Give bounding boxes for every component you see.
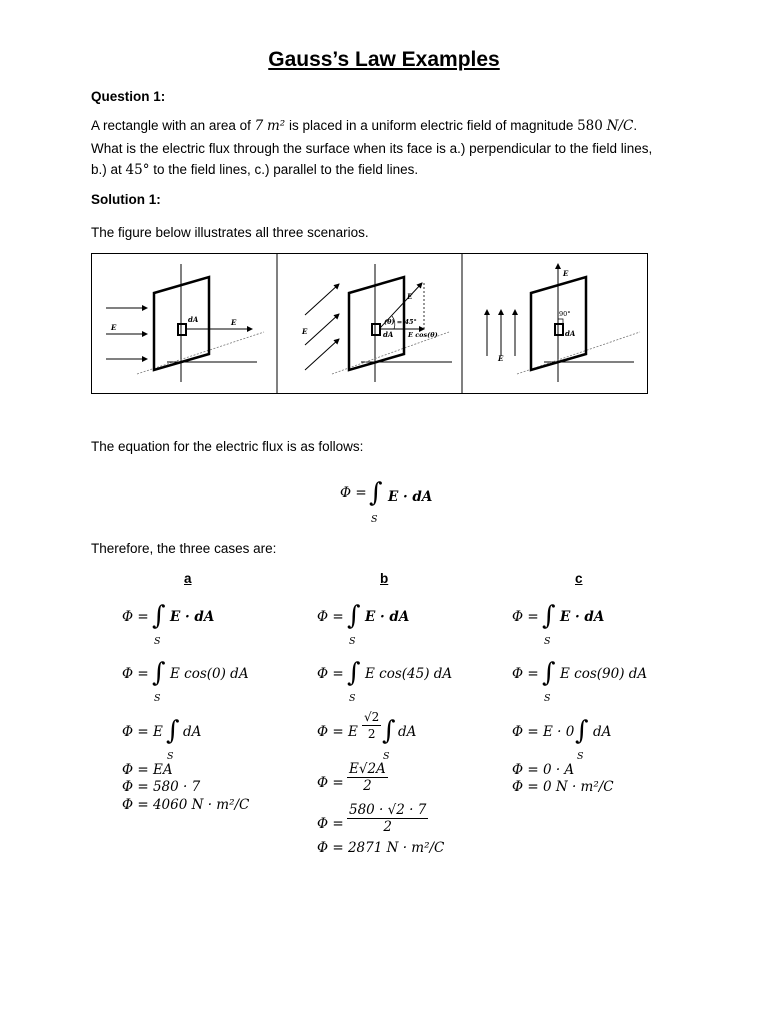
area-element [555, 324, 563, 335]
field-unit: N/C [606, 118, 634, 134]
case-c-line-3-post: dA [593, 724, 612, 740]
component-label: E cos(θ) [408, 331, 438, 339]
case-a-line-3-pre: Φ = E [122, 724, 163, 740]
integral-sign: ∫ [575, 716, 589, 746]
case-b-line-2: E cos(45) dA [365, 666, 453, 682]
panel-a [106, 264, 264, 382]
integral-sign: ∫ [347, 658, 361, 688]
case-b-heading: b [380, 571, 389, 586]
panel-c [487, 264, 640, 382]
field-label: E [111, 323, 117, 332]
surface-subscript: S [577, 751, 584, 762]
integral-sign: ∫ [347, 601, 361, 631]
cases-intro: Therefore, the three cases are: [91, 541, 277, 556]
case-a-line-2: E cos(0) dA [170, 666, 249, 682]
phi-lhs: Φ = [512, 609, 539, 625]
phi-lhs: Φ = [340, 485, 367, 501]
case-b-line-3-pre: Φ = E [317, 724, 358, 740]
area-value: 7 [254, 118, 264, 134]
case-b-line-5-lhs: Φ = [317, 816, 344, 832]
page-title: Gauss’s Law Examples [268, 48, 500, 71]
case-c-line-5: Φ = 0 N · m²/C [512, 779, 614, 795]
question-text [91, 115, 691, 182]
solution-heading: Solution 1: [91, 192, 161, 207]
case-a-line-5: Φ = 580 · 7 [122, 779, 201, 795]
field-label: E [498, 354, 504, 363]
case-a-line-3-post: dA [183, 724, 202, 740]
area-label: dA [383, 330, 394, 339]
flux-equation [340, 485, 367, 501]
question-line-1: A rectangle with an area of 7 m² is placed in a uniform electric field of magnitude 580 N/C. [91, 118, 638, 134]
case-b-line-1: E · dA [365, 609, 410, 625]
surface-subscript: S [167, 751, 174, 762]
angle-label: 90° [559, 310, 571, 318]
surface-subscript: S [349, 693, 356, 704]
integral-sign: ∫ [542, 601, 556, 631]
case-b-line-4-fraction: $\frac{E√2A}{2}$ [349, 761, 386, 794]
field-arrow [305, 314, 339, 345]
vector-label: E [231, 318, 237, 327]
case-c-line-3-pre: Φ = E · 0 [512, 724, 575, 740]
surface-subscript: S [154, 693, 161, 704]
surface-subscript: S [383, 751, 390, 762]
surface-subscript: S [154, 636, 161, 647]
case-c-heading: c [575, 571, 583, 586]
figure-intro: The figure below illustrates all three scenarios. [91, 225, 369, 240]
phi-lhs: Φ = [122, 666, 149, 682]
phi-lhs: Φ = [122, 609, 149, 625]
area-element [178, 324, 186, 335]
scenario-figure-svg [92, 254, 647, 393]
case-c-line-1: E · dA [560, 609, 605, 625]
integral-sign: ∫ [542, 658, 556, 688]
phi-lhs: Φ = [512, 666, 539, 682]
question-line-3: b.) at 45° to the field lines, c.) parallel to the field lines. [91, 162, 419, 178]
area-label: dA [188, 315, 199, 324]
angle-value: 45° [125, 162, 150, 178]
area-element [372, 324, 380, 335]
case-a-line-1: E · dA [170, 609, 215, 625]
case-a-line-6: Φ = 4060 N · m²/C [122, 797, 250, 813]
case-a-heading: a [184, 571, 192, 586]
panel-b [301, 264, 452, 382]
surface-subscript: S [544, 693, 551, 704]
integral-sign: ∫ [369, 478, 383, 508]
case-b-line-3-post: dA [398, 724, 417, 740]
field-label: E [302, 327, 308, 336]
area-label: dA [565, 329, 576, 338]
surface-subscript: S [544, 636, 551, 647]
angle-label: (θ) = 45° [384, 318, 417, 326]
field-value: 580 [577, 118, 603, 134]
area-unit: m² [266, 118, 286, 134]
phi-lhs: Φ = [317, 666, 344, 682]
case-a-line-4: Φ = EA [122, 762, 173, 778]
case-c-line-2: E cos(90) dA [560, 666, 648, 682]
flux-integrand: E · dA [388, 489, 433, 505]
case-b-line-5-fraction: $\frac{580 \cdot √2 \cdot 7}{2}$ [349, 802, 427, 835]
field-arrow [305, 339, 339, 370]
case-b-line-4-lhs: Φ = [317, 775, 344, 791]
case-c-line-4: Φ = 0 · A [512, 762, 575, 778]
vector-label: E [563, 269, 569, 278]
integral-sign: ∫ [152, 658, 166, 688]
surface-subscript: S [371, 514, 378, 525]
vector-label: E [407, 292, 413, 301]
phi-lhs: Φ = [317, 609, 344, 625]
sqrt2-over-2-fraction: $\frac{√2}{2}$ [364, 710, 380, 741]
field-arrow [305, 284, 339, 315]
integral-sign: ∫ [166, 716, 180, 746]
question-heading: Question 1: [91, 89, 166, 104]
surface-subscript: S [349, 636, 356, 647]
flux-intro: The equation for the electric flux is as follows: [91, 439, 364, 454]
scenario-figure [91, 253, 648, 394]
case-b-line-6: Φ = 2871 N · m²/C [317, 840, 445, 856]
integral-sign: ∫ [152, 601, 166, 631]
question-line-2: What is the electric flux through the surface when its face is a.) perpendicular to the field lines, [91, 140, 653, 156]
integral-sign: ∫ [382, 716, 396, 746]
